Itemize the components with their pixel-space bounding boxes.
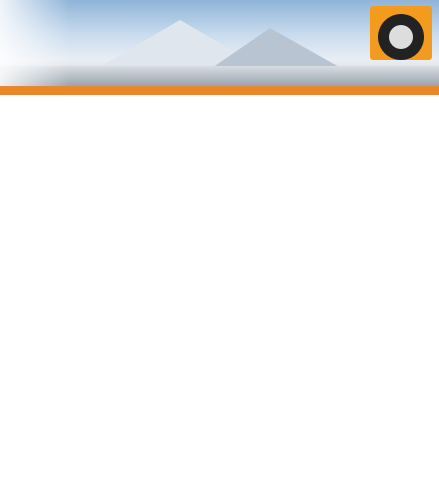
size-table (0, 95, 439, 500)
hero-banner (0, 0, 439, 86)
product-box (370, 6, 432, 60)
banner-fade (0, 0, 70, 86)
rim-icon (389, 25, 413, 49)
size-header-row (0, 86, 439, 95)
